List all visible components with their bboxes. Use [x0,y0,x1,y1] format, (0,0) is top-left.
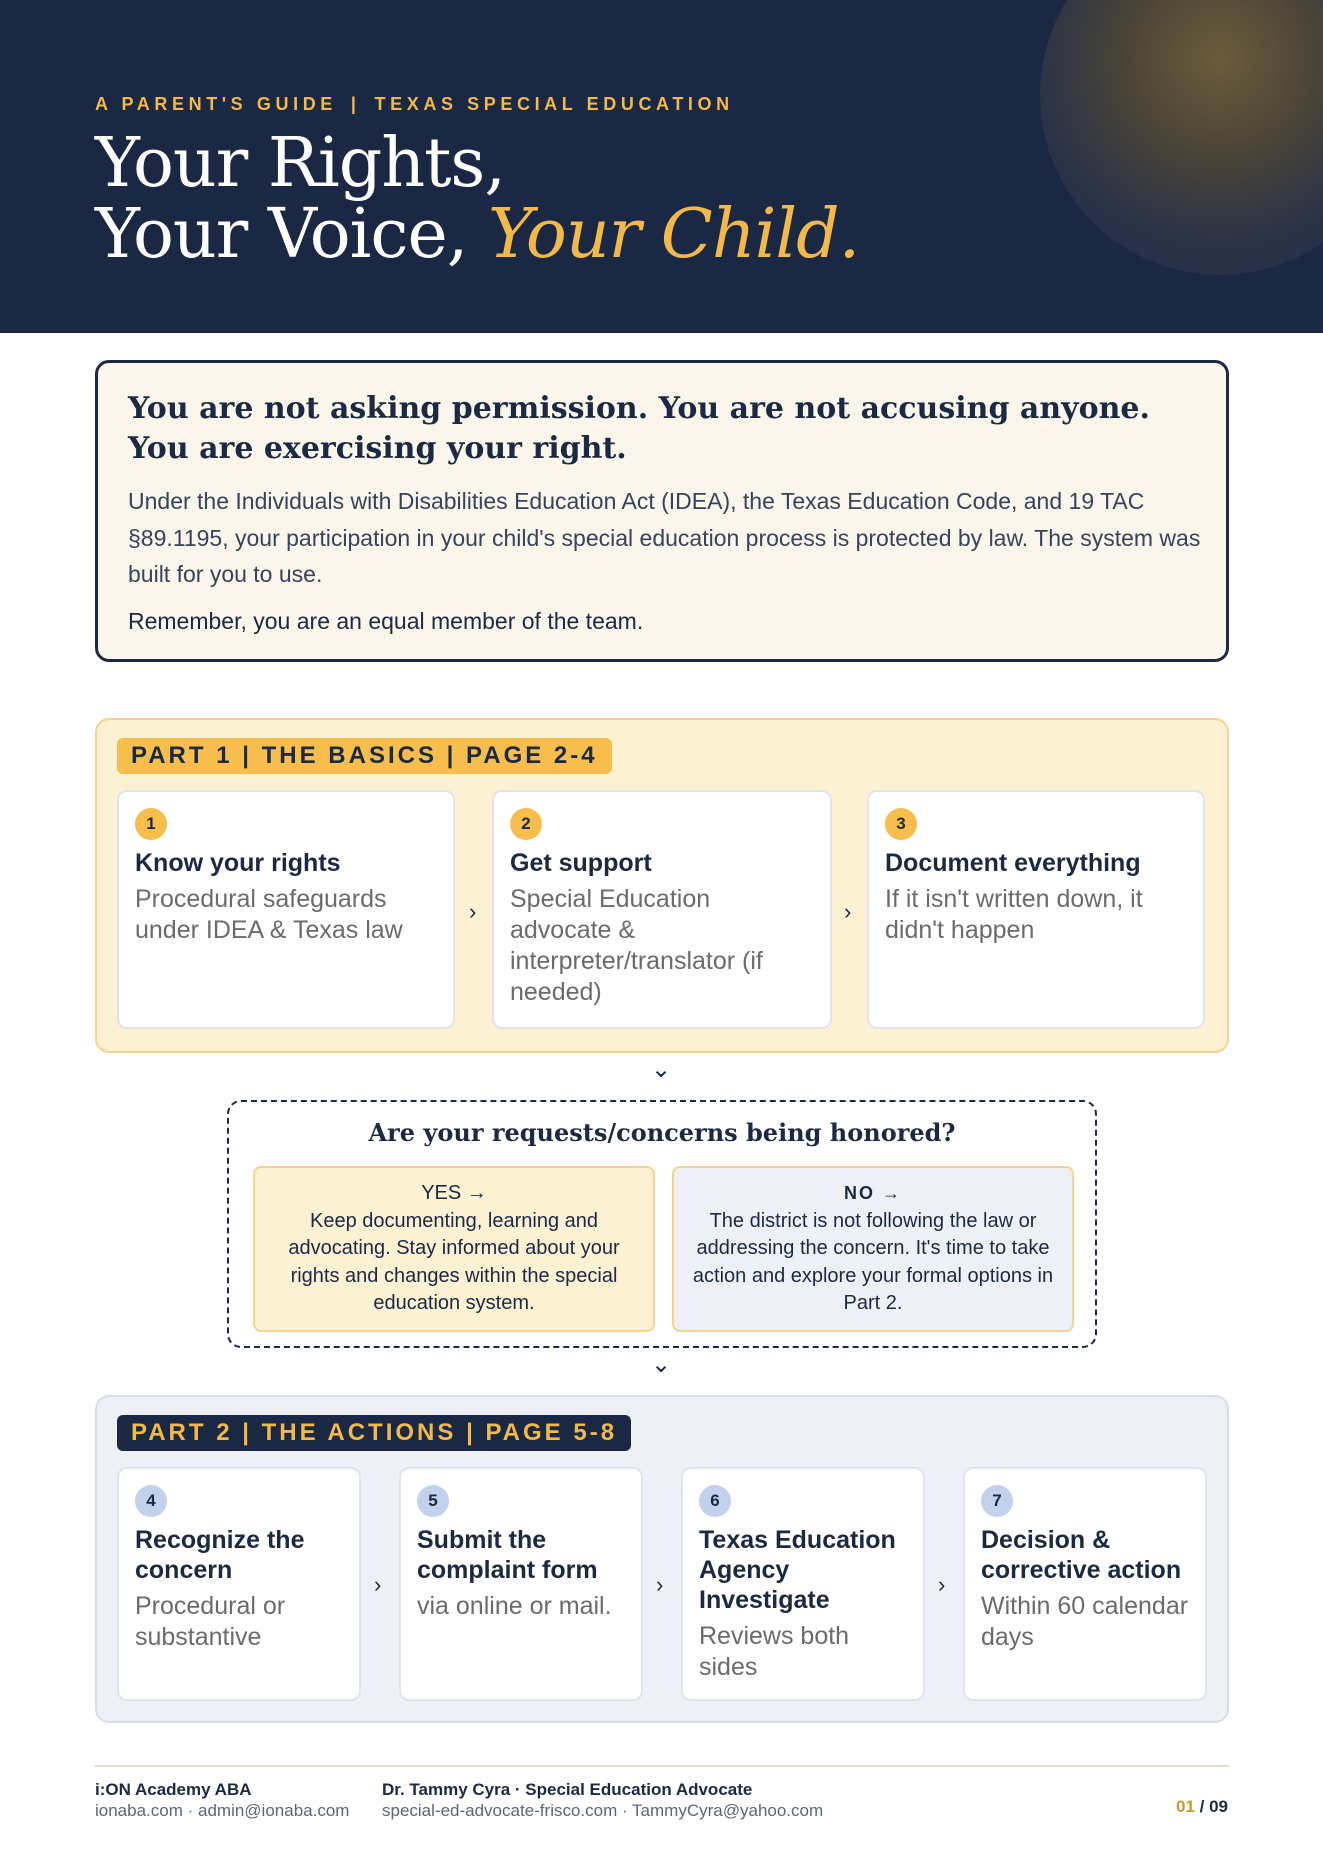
eyebrow [95,94,734,115]
chevron-down-icon: ⌄ [651,1056,672,1083]
chevron-right-icon: › [844,899,852,924]
callout-remember: Remember, you are an equal member of the team. [128,608,644,634]
step-description: via online or mail. [417,1592,612,1620]
chevron-right-icon: › [374,1572,382,1597]
part1-label: PART 1 | THE BASICS | PAGE 2-4 [117,738,612,774]
step-card-3 [867,790,1205,1029]
step-description: Procedural or substantive [135,1592,286,1651]
step-badge: 5 [417,1485,449,1517]
footer-advocate [382,1779,823,1821]
page-header [0,0,1323,333]
part2-label: PART 2 | THE ACTIONS | PAGE 5-8 [117,1415,631,1451]
title-line-2-plain: Your Voice, [95,195,488,274]
eyebrow-left: A PARENT'S GUIDE [95,94,337,114]
step-title: Recognize the concern [135,1526,305,1584]
step-title: Submit the complaint form [417,1526,598,1584]
step-description: Procedural safeguards under IDEA & Texas law [135,885,403,944]
part2-panel [95,1395,1229,1723]
step-title: Document everything [885,849,1141,877]
decorative-glow [1040,0,1323,275]
step-card-7 [963,1467,1207,1701]
yes-text: Keep documenting, learning and advocating. Stay informed about your rights and changes within the special education system. [288,1209,620,1314]
no-text: The district is not following the law or addressing the concern. It's time to take action and explore your formal options in Part 2. [692,1209,1054,1314]
title-line-2-highlight: Your Child. [487,195,860,274]
step-badge: 2 [510,808,542,840]
step-badge: 4 [135,1485,167,1517]
eyebrow-right: TEXAS SPECIAL EDUCATION [374,94,734,114]
step-description: Special Education advocate & interpreter/translator (if needed) [510,885,763,1006]
footer-org [95,1779,349,1821]
step-title: Texas Education Agency Investigate [699,1526,896,1614]
decision-question: Are your requests/concerns being honored? [368,1118,956,1147]
no-outcome [672,1166,1074,1332]
chevron-right-icon: › [656,1572,664,1597]
yes-outcome [253,1166,655,1332]
step-card-1 [117,790,455,1029]
step-description: If it isn't written down, it didn't happen [885,885,1143,944]
footer-divider [95,1765,1229,1767]
page-total: / 09 [1194,1797,1228,1816]
decision-box [227,1100,1097,1348]
step-badge: 1 [135,808,167,840]
step-badge: 7 [981,1485,1013,1517]
part1-panel [95,718,1229,1053]
callout-body: Under the Individuals with Disabilities Education Act (IDEA), the Texas Education Code, and 19 TAC §89.1195, your participation in your child's special education process is protected by law. The system was built for you to use. [128,488,1201,587]
footer-org-name: i:ON Academy ABA [95,1780,252,1799]
rights-callout [95,360,1229,662]
no-heading: NO → [843,1183,902,1203]
step-title: Get support [510,849,652,877]
step-badge: 3 [885,808,917,840]
title-line-2 [95,195,860,274]
chevron-right-icon: › [938,1572,946,1597]
step-description: Within 60 calendar days [981,1592,1189,1651]
page-number [1176,1797,1228,1817]
callout-heading: You are not asking permission. You are not accusing anyone. You are exercising your right. [128,391,1150,466]
yes-heading: YES → [421,1182,487,1204]
step-description: Reviews both sides [699,1622,850,1681]
step-card-6 [681,1467,925,1701]
title-line-1: Your Rights, [95,124,505,203]
step-card-4 [117,1467,361,1701]
footer-advocate-name: Dr. Tammy Cyra · Special Education Advocate [382,1780,753,1799]
step-badge: 6 [699,1485,731,1517]
chevron-right-icon: › [469,899,477,924]
footer-advocate-contact[interactable]: special-ed-advocate-frisco.com · TammyCyra@yahoo.com [382,1801,824,1820]
step-card-5 [399,1467,643,1701]
step-card-2 [492,790,832,1029]
footer-org-contact[interactable]: ionaba.com · admin@ionaba.com [95,1801,350,1820]
chevron-down-icon: ⌄ [651,1351,672,1378]
eyebrow-separator: | [350,94,361,114]
page-current: 01 [1175,1797,1195,1816]
step-title: Decision & corrective action [981,1526,1182,1584]
step-title: Know your rights [135,849,341,877]
